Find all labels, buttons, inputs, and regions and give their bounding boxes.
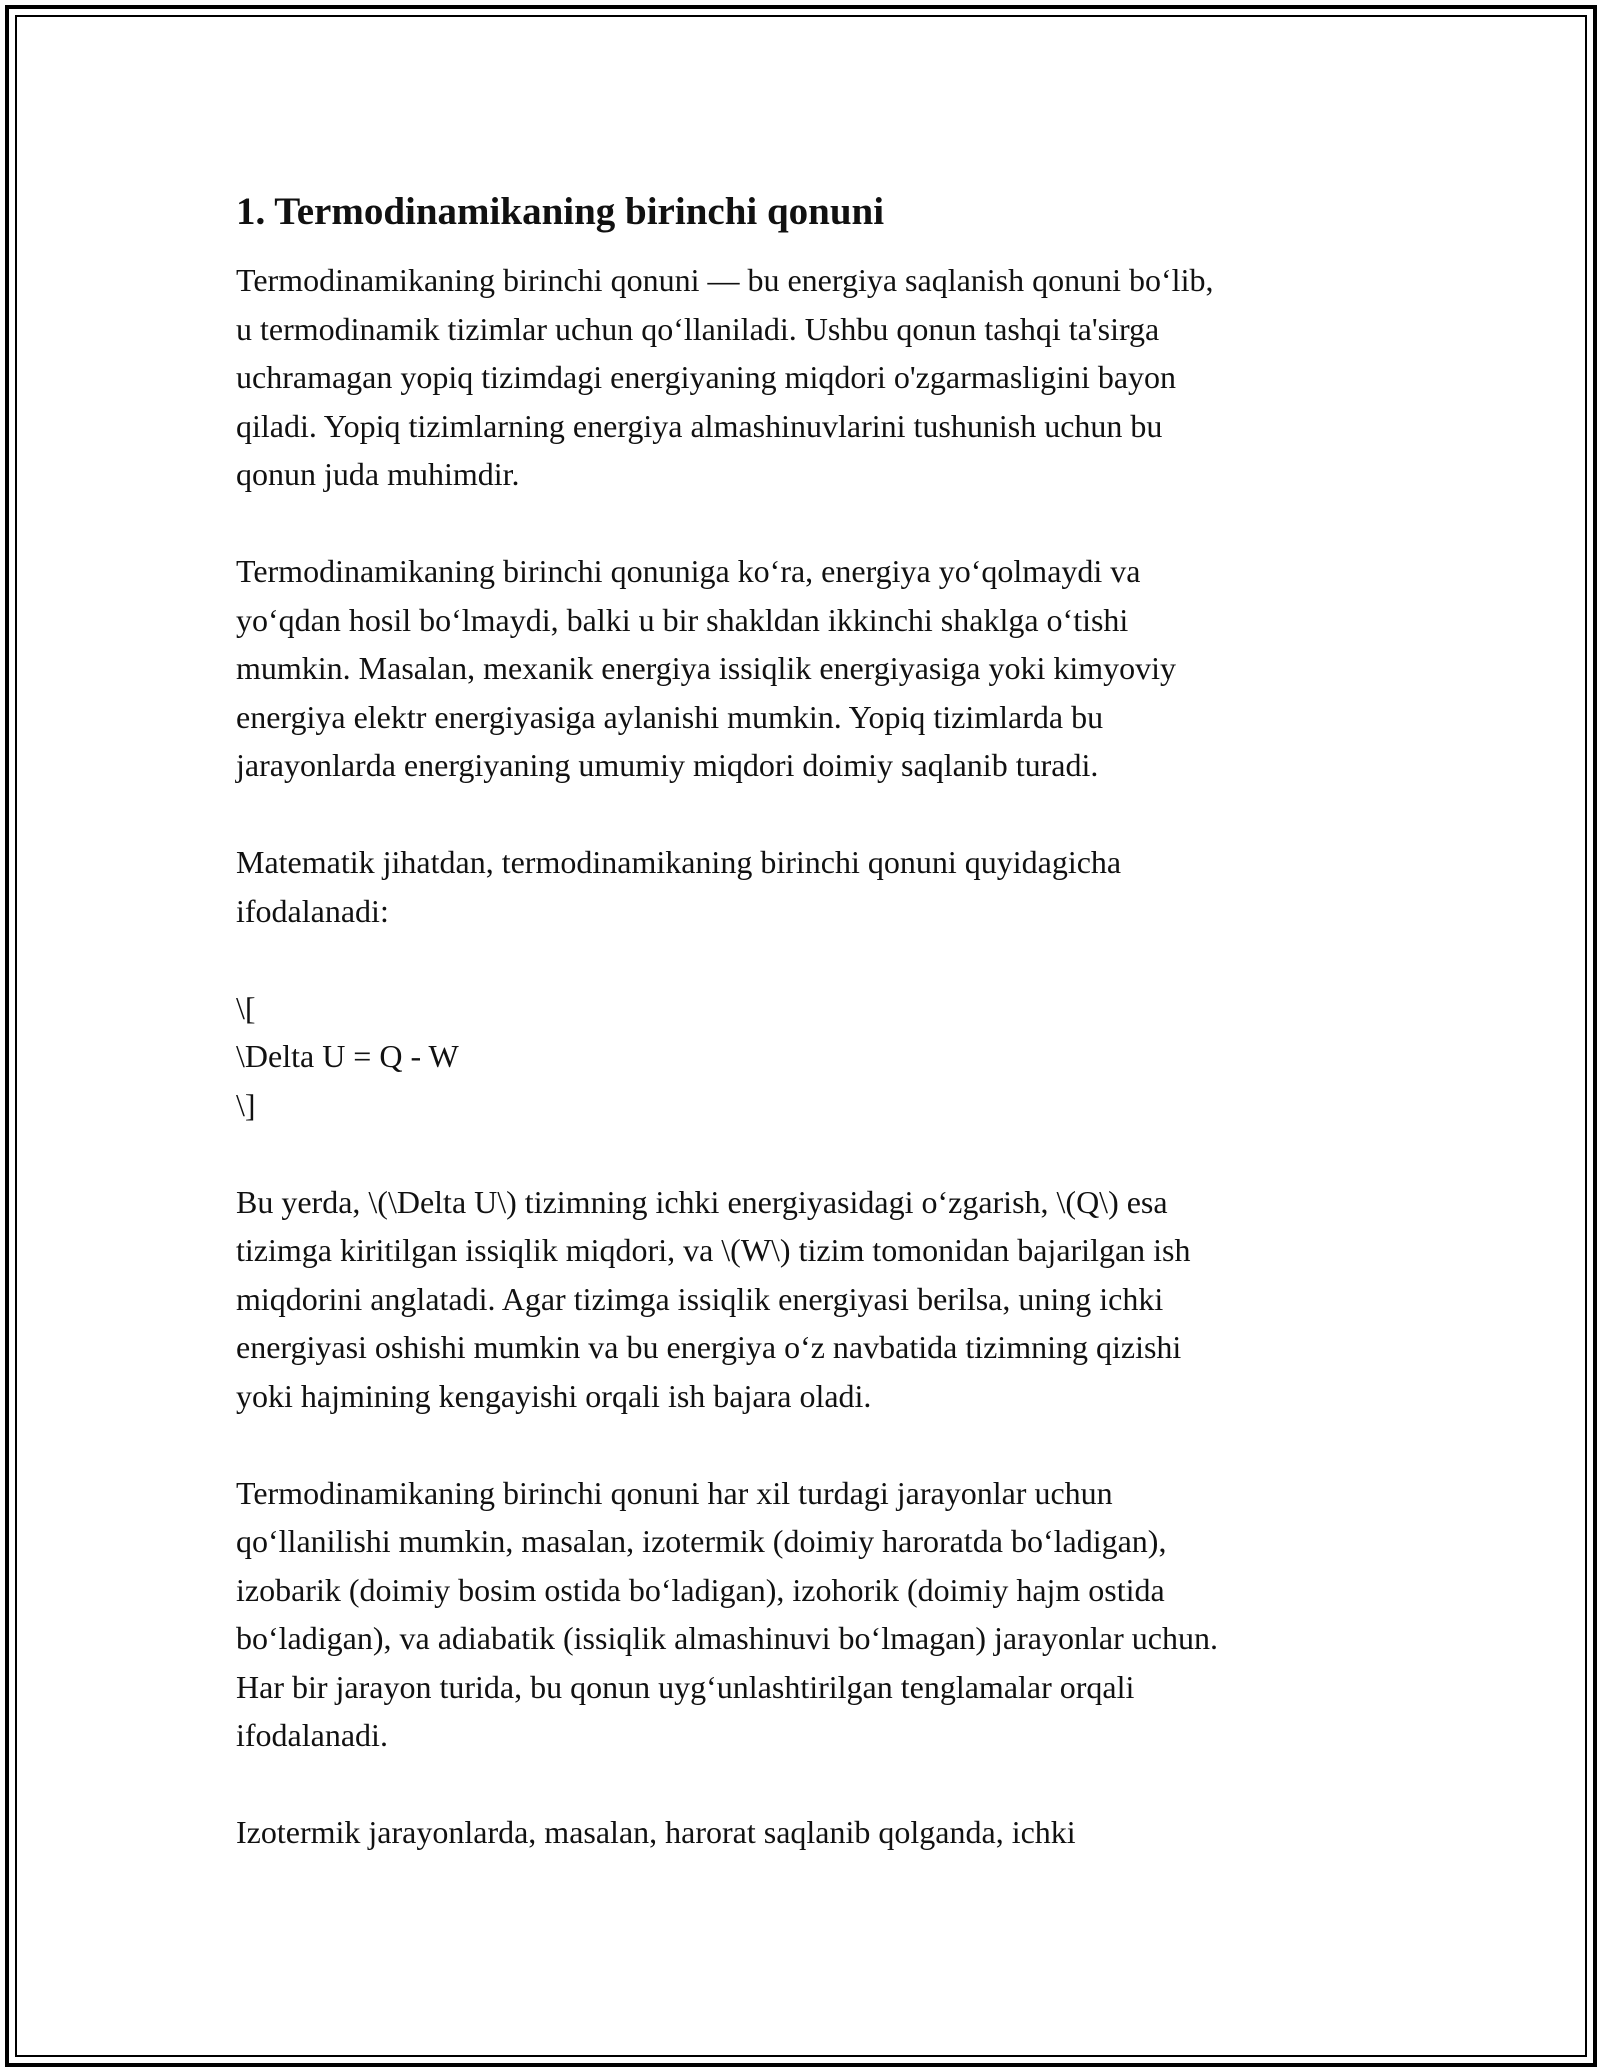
paragraph-math-intro bbox=[236, 838, 1376, 935]
text-line: Termodinamikaning birinchi qonuniga ko‘ra, energiya yo‘qolmaydi va bbox=[236, 553, 1141, 589]
equation-close: \] bbox=[236, 1086, 256, 1123]
text-line: energiyasi oshishi mumkin va bu energiya o‘z navbatida tizimning qizishi bbox=[236, 1329, 1182, 1365]
text-line: tizimga kiritilgan issiqlik miqdori, va \(W\) tizim tomonidan bajarilgan ish bbox=[236, 1232, 1191, 1268]
equation-open: \[ bbox=[236, 989, 256, 1026]
text-line: Izotermik jarayonlarda, masalan, harorat saqlanib qolganda, ichki bbox=[236, 1814, 1076, 1850]
paragraph-process-types bbox=[236, 1469, 1376, 1760]
text-line: jarayonlarda energiyaning umumiy miqdori doimiy saqlanib turadi. bbox=[236, 747, 1099, 783]
equation-block bbox=[236, 984, 1376, 1130]
paragraph-variables bbox=[236, 1178, 1376, 1421]
text-line: qiladi. Yopiq tizimlarning energiya almashinuvlarini tushunish uchun bu bbox=[236, 407, 1163, 444]
text-line: Termodinamikaning birinchi qonuni — bu energiya saqlanish qonuni bo‘lib, bbox=[236, 262, 1214, 298]
text-line: mumkin. Masalan, mexanik energiya issiqlik energiyasiga yoki kimyoviy bbox=[236, 650, 1176, 686]
text-line: izobarik (doimiy bosim ostida bo‘ladigan), izohorik (doimiy hajm ostida bbox=[236, 1571, 1165, 1608]
text-line: yo‘qdan hosil bo‘lmaydi, balki u bir shakldan ikkinchi shaklga o‘tishi bbox=[236, 601, 1129, 638]
text-line: u termodinamik tizimlar uchun qo‘llaniladi. Ushbu qonun tashqi ta'sirga bbox=[236, 310, 1160, 347]
text-line: uchramagan yopiq tizimdagi energiyaning miqdori o'zgarmasligini bayon bbox=[236, 359, 1177, 395]
text-line: ifodalanadi. bbox=[236, 1717, 388, 1753]
document-body bbox=[236, 180, 1376, 1905]
page-title: 1. Termodinamikaning birinchi qonuni bbox=[236, 190, 885, 233]
text-line: bo‘ladigan), va adiabatik (issiqlik almashinuvi bo‘lmagan) jarayonlar uchun. bbox=[236, 1620, 1218, 1656]
text-line: qonun juda muhimdir. bbox=[236, 456, 520, 492]
paragraph-isothermal bbox=[236, 1808, 1376, 1857]
equation-line: \Delta U = Q - W bbox=[236, 1038, 459, 1074]
text-line: Har bir jarayon turida, bu qonun uyg‘unlashtirilgan tenglamalar orqali bbox=[236, 1668, 1135, 1705]
text-line: Termodinamikaning birinchi qonuni har xil turdagi jarayonlar uchun bbox=[236, 1474, 1113, 1511]
text-line: yoki hajmining kengayishi orqali ish bajara oladi. bbox=[236, 1377, 872, 1414]
text-line: Bu yerda, \(\Delta U\) tizimning ichki energiyasidagi o‘zgarish, \(Q\) esa bbox=[236, 1183, 1168, 1220]
text-line: miqdorini anglatadi. Agar tizimga issiqlik energiyasi berilsa, uning ichki bbox=[236, 1280, 1164, 1317]
paragraph-energy-conservation bbox=[236, 547, 1376, 790]
paragraph-intro bbox=[236, 256, 1376, 499]
text-line: ifodalanadi: bbox=[236, 892, 389, 929]
text-line: qo‘llanilishi mumkin, masalan, izotermik (doimiy haroratda bo‘ladigan), bbox=[236, 1523, 1167, 1559]
text-line: energiya elektr energiyasiga aylanishi mumkin. Yopiq tizimlarda bu bbox=[236, 698, 1104, 735]
text-line: Matematik jihatdan, termodinamikaning birinchi qonuni quyidagicha bbox=[236, 844, 1122, 880]
